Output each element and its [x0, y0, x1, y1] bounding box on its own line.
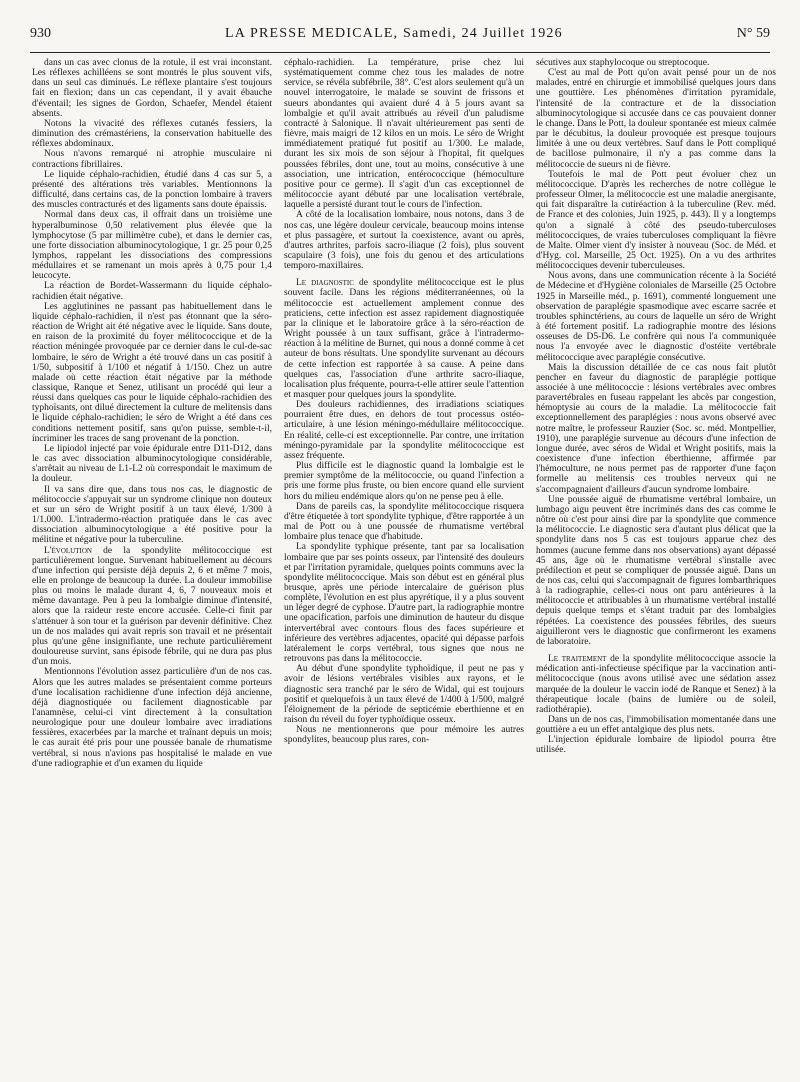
paragraph — [284, 400, 524, 461]
paragraph — [536, 495, 776, 647]
paragraph — [536, 735, 776, 755]
paragraph-text: Plus difficile est le diagnostic quand la lombalgie est le premier symptôme de la mélitococcie, ou quand l'infection a pris une forme plus fruste, ou bien encore quand elle survient hors du milieu endémique alors qu'on ne pense peu à elle. — [284, 461, 524, 502]
paragraph — [32, 485, 272, 546]
paragraph-text: Mentionnons l'évolution assez particulière d'un de nos cas. Alors que les autres malades se présentaient comme porteurs d'une localisation rachidienne d'une infection déjà ancienne, déjà diagnostiquée ou facilement diagnosticable par l'anamnèse, celui-ci vint directement à la consultation neurologique pour une douleur lombaire avec irradiations fessières, exacerbées par la marche et traînant depuis un mois; le cas aurait été pris pour une poussée banale de rhumatisme vertébral, si nous n'avions pas hospitalisé le malade en vue d'une radiographie et d'un examen du liquide — [32, 667, 272, 769]
paragraph-text: Mais la discussion détaillée de ce cas nous fait plutôt pencher en faveur du diagnostic de paraplégie pottique associée à une mélitococcie : lésions vertébrales avec ombres paravertébrales en fuseau rappelant les abcès par congestion, hémoptysie au cours de la maladie. La mélitococcie fait exceptionnellement des paraplégies : nous avons observé avec notre maître, le professeur Rauzier (Soc. sc. méd. Montpellier, 1910), une paraplégie survenue au décours d'une infection de longue durée, avec séros de Widal et Wright positifs, mais la coexistence d'une infection éberthienne, affirmée par l'hémoculture, ne nous permet pas de rapporter d'une façon formelle au melitensis ces troubles nerveux qui ne s'accompagnaient d'ailleurs d'aucun syndrome lombaire. — [536, 362, 776, 495]
paragraph-text: Nous ne mentionnerons que pour mémoire les autres spondylites, beaucoup plus rares, con- — [284, 725, 524, 746]
paragraph-text: Au début d'une spondylite typhoïdique, il peut ne pas y avoir de lésions vertébrales visibles aux rayons, et le diagnostic sera tranché par le séro de Widal, qui est toujours positif et quelquefois à un taux élevé de 1/400 à 1/500, malgré l'éloignement de la période de septicémie eberthienne et en raison du réveil du foyer typhoïdique osseux. — [284, 664, 524, 725]
paragraph — [284, 664, 524, 725]
paragraph-text: Les agglutinines ne passant pas habituellement dans le liquide céphalo-rachidien, il n'est pas étonnant que la séro-réaction de Wright ait été négative avec le liquide. Sans doute, en raison de la proximité du foyer mélitococcique et de la réaction méningée provoquée par ce dernier dans le cul-de-sac lombaire, le séro de Wright a été trouvé dans un cas positif à 1/50, subpositif à 1/100 et négatif à 1/150. Chez un autre malade où cette réaction était négative par la méthode classique, Ranque et Senez, utilisant un procédé qui leur a réussi dans quelques cas pour le liquide céphalo-rachidien des typhoïsants, ont dilué directement la culture de melitensis dans le liquide céphalo-rachidien; le séro de Wright a été dans ces conditions nettement positif, sans qu'on puisse, semble-t-il, incriminer les traces de sang provenant de la ponction. — [32, 301, 272, 444]
paragraph-text: La spondylite typhique présente, tant par sa localisation lombaire que par ses points osseux, par l'intensité des douleurs et par l'irritation pyramidale, quelques points communs avec la spondylite mélitococcique. Mais son début est en général plus brusque, après une période intercalaire de guérison plus complète, l'évolution en est plus apyrétique, il y a plus souvent un léger degré de cyphose. D'autre part, la radiographie montre une opacification, parfois une diminution de hauteur du disque intervertébral avec contours flous des faces supérieure et inférieure des vertèbres adjacentes, opacité qui dépasse parfois latéralement le corps vertébral, tous signes que nous ne retrouvons pas dans la mélitococcie. — [284, 542, 524, 665]
section-lead: Le traitement — [548, 654, 607, 665]
column-2 — [284, 58, 524, 1074]
paragraph — [284, 502, 524, 543]
paragraph — [32, 281, 272, 301]
paragraph-text: dans un cas avec clonus de la rotule, il est vrai inconstant. Les réflexes achilléens se sont montrés le plus souvent vifs, dans un seul cas diminués. Le réflexe plantaire s'est toujours fait en flexion; dans un cas cependant, il y avait ébauche d'éventail; les signes de Gordon, Schaefer, Mendel étaient absents. — [32, 58, 272, 119]
paragraph — [32, 149, 272, 169]
paragraph — [536, 68, 776, 170]
paragraph — [536, 58, 776, 68]
paragraph — [32, 170, 272, 211]
journal-title: LA PRESSE MEDICALE, Samedi, 24 Juillet 1926 — [224, 26, 563, 41]
paragraph — [32, 546, 272, 668]
paragraph-text: Des douleurs rachidiennes, des irradiations sciatiques pourraient être dues, en dehors de tout processus ostéo-articulaire, à une lésion méningo-médullaire mélitococcique. En réalité, celle-ci est exceptionnelle. Par contre, une irritation méningo-pyramidale par la spondylite mélitococcique est assez fréquente. — [284, 400, 524, 461]
paragraph — [32, 58, 272, 119]
paragraph — [32, 210, 272, 281]
paragraph-text: L'injection épidurale lombaire de lipiodol pourra être utilisée. — [536, 735, 776, 756]
paragraph-text: Notons la vivacité des réflexes cutanés fessiers, la diminution des crémastériens, la conservation habituelle des réflexes abdominaux. — [32, 118, 272, 150]
paragraph — [284, 461, 524, 502]
column-3 — [536, 58, 776, 1074]
paragraph-text: Normal dans deux cas, il offrait dans un troisième une hyperalbuminose 0,50 relativement plus élevée que la lymphocytose (5 par millimètre cube), et dans le dernier cas, une forte dissociation albuminocytologique, 1 gr. 25 pour 0,25 lymphos, rappelant les dissociations des compressions médullaires et se ramenant un mois après à 0,75 pour 1,4 leucocyte. — [32, 210, 272, 282]
paragraph-text: de la spondylite mélitococcique associe la médication anti-infectieuse spécifique par la vaccination anti-mélitococcique (nous avons utilisé avec une sédation assez marquée de la douleur le vaccin iodé de Ranque et Senez) à la thérapeutique locale (bains de lumière ou de soleil, radiothérapie). — [536, 654, 776, 715]
paragraph-text: Dans de pareils cas, la spondylite mélitococcique risquera d'être étiquetée à tort spondylite typhique, d'être rapportée à un mal de Pott ou à une poussée de rhumatisme vertébral lombaire plus tenace que d'habitude. — [284, 501, 524, 543]
paragraph-text: Nous n'avons remarqué ni atrophie musculaire ni contractions fibrillaires. — [32, 149, 272, 170]
paragraph-text: La réaction de Bordet-Wassermann du liquide céphalo-rachidien était négative. — [32, 281, 272, 302]
paragraph-text: Dans un de nos cas, l'immobilisation momentanée dans une gouttière a eu un effet antalgique des plus nets. — [536, 715, 776, 736]
section-lead: L'évolution — [44, 545, 92, 556]
paragraph — [32, 302, 272, 444]
paragraph — [536, 363, 776, 495]
paragraph-text: Le liquide céphalo-rachidien, étudié dans 4 cas sur 5, a présenté des altérations très variables. Mentionnons la difficulté, dans certains cas, de la ponction lombaire à travers des muscles contracturés et des ligaments sans doute épaissis. — [32, 169, 272, 211]
paragraph-text: Il va sans dire que, dans tous nos cas, le diagnostic de mélitococcie s'appuyait sur un syndrome clinique non douteux et sur un séro de Wright positif à un taux élevé, 1/300 à 1/1.000. L'intradermo-réaction pratiquée dans le cas avec dissociation albuminocytologique a été positive pour la mélitine et négative pour la tuberculine. — [32, 484, 272, 546]
paragraph — [284, 542, 524, 664]
paragraph-text: sécutives aux staphylocoque ou streptocoque. — [536, 58, 710, 68]
paragraph-text: A côté de la localisation lombaire, nous notons, dans 3 de nos cas, une légère douleur cervicale, beaucoup moins intense et plus passagère, et surtout la coexistence, avant ou après, d'autres arthrites, parfois sacro-iliaque (2 fois), plus souvent scapulaire (3 fois), une fois du genou et des articulations temporo-maxillaires. — [284, 210, 524, 272]
paragraph — [536, 715, 776, 735]
paragraph-text: Une poussée aiguë de rhumatisme vertébral lombaire, un lumbago aigu peuvent être incriminés dans des cas comme le nôtre où c'est pour ainsi dire par la spondylite que commence la mélitococcie. Le diagnostic sera d'autant plus délicat que la spondylite dans nos 5 cas est toujours apparue chez des hommes (aucune femme dans nos observations) ayant dépassé 45 ans, âge où le rhumatisme vertébral s'installe avec prédilection et peut se compliquer de poussée aiguë. Dans un de nos cas, celui qui s'accompagnait de figures lombarthriques à la radiographie, celles-ci nous ont paru antérieures à la mélitococcie et attribuables à un rhumatisme vertébral installé depuis quelque temps et s'étant traduit par des lombalgies répétées. La coexistence des poussées fébriles, des sueurs aiguilleront vers le diagnostic que confirmeront les examens de laboratoire. — [536, 494, 776, 647]
section-lead: Le diagnostic — [296, 278, 354, 289]
paragraph — [536, 654, 776, 715]
header-rule — [30, 52, 770, 53]
paragraph — [32, 667, 272, 769]
column-1 — [32, 58, 272, 1074]
paragraph — [284, 278, 524, 400]
paragraph — [536, 170, 776, 272]
paragraph-text: de la spondylite mélitococcique est particulièrement longue. Survenant habituellement au décours d'une infection qui persiste déjà depuis 2, 6 et même 7 mois, elle en prolonge de beaucoup la durée. La douleur immobilise plus ou moins le malade durant 4, 6, 7 nouveaux mois et même davantage. Peu à peu la lombalgie diminue d'intensité, alors que la raideur reste encore accusée. Celle-ci finit par s'atténuer à son tour et la guérison par devenir définitive. Chez un de nos malades qui avait repris son travail et ne présentait plus qu'une gêne insignifiante, une rechute particulièrement douloureuse survint, sans épisode fébrile, qui ne dura pas plus d'un mois. — [32, 545, 272, 668]
paragraph — [32, 444, 272, 485]
paragraph-text: Le lipiodol injecté par voie épidurale entre D11-D12, dans le cas avec dissociation albuminocytologique considérable, s'arrêtait au niveau de L1-L2 où correspondait le maximum de la douleur. — [32, 443, 272, 485]
paragraph-text: Nous avons, dans une communication récente à la Société de Médecine et d'Hygiène coloniales de Marseille (25 Octobre 1925 in Marseille méd., p. 1691), commenté longuement une observation de paraplégie spasmodique avec escarre sacrée et troubles sphinctériens, au cours de laquelle un séro de Wright à été fortement positif. La radiographie montre des lésions osseuses de D5-D6. Le confrère qui nous l'a communiquée nous l'a envoyée avec le diagnostic d'ostéite vertébrale mélitococcique avec paraplégie consécutive. — [536, 271, 776, 363]
paragraph — [536, 271, 776, 362]
paragraph — [284, 58, 524, 210]
paragraph — [284, 725, 524, 745]
issue-number: N° 59 — [736, 26, 770, 41]
paragraph — [284, 210, 524, 271]
paragraph — [32, 119, 272, 149]
page-header — [30, 26, 770, 46]
paragraph-text: C'est au mal de Pott qu'on avait pensé pour un de nos malades, entré en chirurgie et immobilisé quelques jours dans une gouttière. Les phénomènes d'irritation pyramidale, l'intensité de la contracture et de la dissociation albuminocytologique si accusée dans ce cas pouvaient donner le change. Dans le Pott, la douleur spontanée est mieux calmée par le décubitus, la douleur provoquée est presque toujours limitée à une ou deux vertèbres. Sauf dans le Pott compliqué de bacillose pulmonaire, il n'y a pas comme dans la mélitococcie de sueurs ni de fièvre. — [536, 68, 776, 170]
page-number: 930 — [30, 26, 51, 41]
paragraph-text: céphalo-rachidien. La température, prise chez lui systématiquement comme chez tous les malades de notre service, se révéla subfébrile, 38°. C'est alors seulement qu'à un nouvel interrogatoire, le malade se souvint de frissons et sueurs abondantes qui avaient duré 4 à 5 jours avant sa lombalgie et qu'il avait attribués au réveil d'un paludisme contracté à Salonique. Il n'avait ultérieurement pas senti de fièvre, mais maigri de 12 kilos en un mois. Le séro de Wright immédiatement pratiqué fut positif au 1/300. Le malade, durant les six mois de son séjour à l'hopital, fit quelques poussées fébriles, dont une, tout au moins, consécutive à une association, une intrication, entérococcique (hémoculture positive pour ce germe). Il s'agit d'un cas exceptionnel de mélitococcie ayant débuté par une localisation vertébrale, laquelle a persisté durant tout le cours de l'infection. — [284, 58, 524, 211]
paragraph-text: de spondylite mélitococcique est le plus souvent facile. Dans les régions méditerranéennes, où la mélitococcie est actuellement amplement connue des praticiens, cette infection est assez rapidement diagnostiquée par la clinique et le laboratoire grâce à la séro-réaction de Wright poussée à un taux suffisant, grâce à l'intradermo-réaction à la mélitine de Burnet, qui nous a donné comme à cet auteur de bons résultats. Une spondylite survenant au décours de cette infection est rapportée à sa cause. A peine dans quelques cas, l'association d'une arthrite sacro-iliaque, localisation plus fréquente, pourra-t-elle attirer seule l'attention et masquer pour quelques jours la spondylite. — [284, 278, 524, 400]
paragraph-text: Toutefois le mal de Pott peut évoluer chez un mélitococcique. D'après les recherches de notre collègue le professeur Olmer, la mélitococcie est une maladie anergisante, qui fait disparaître la cutiréaction à la tuberculine (Rev. méd. de France et des colonies, Juin 1925, p. 443). Il y a longtemps qu'on a signalé à côté des pseudo-tuberculoses mélitococciques, de vraies tuberculoses compliquant la fièvre de Malte. Olmer vient d'y insister à nouveau (Soc. de Méd. et d'Hyg. col. Marseille, 25 Oct. 1925). On a vu des arthrites mélitococciques devenir tuberculeuses. — [536, 169, 776, 272]
